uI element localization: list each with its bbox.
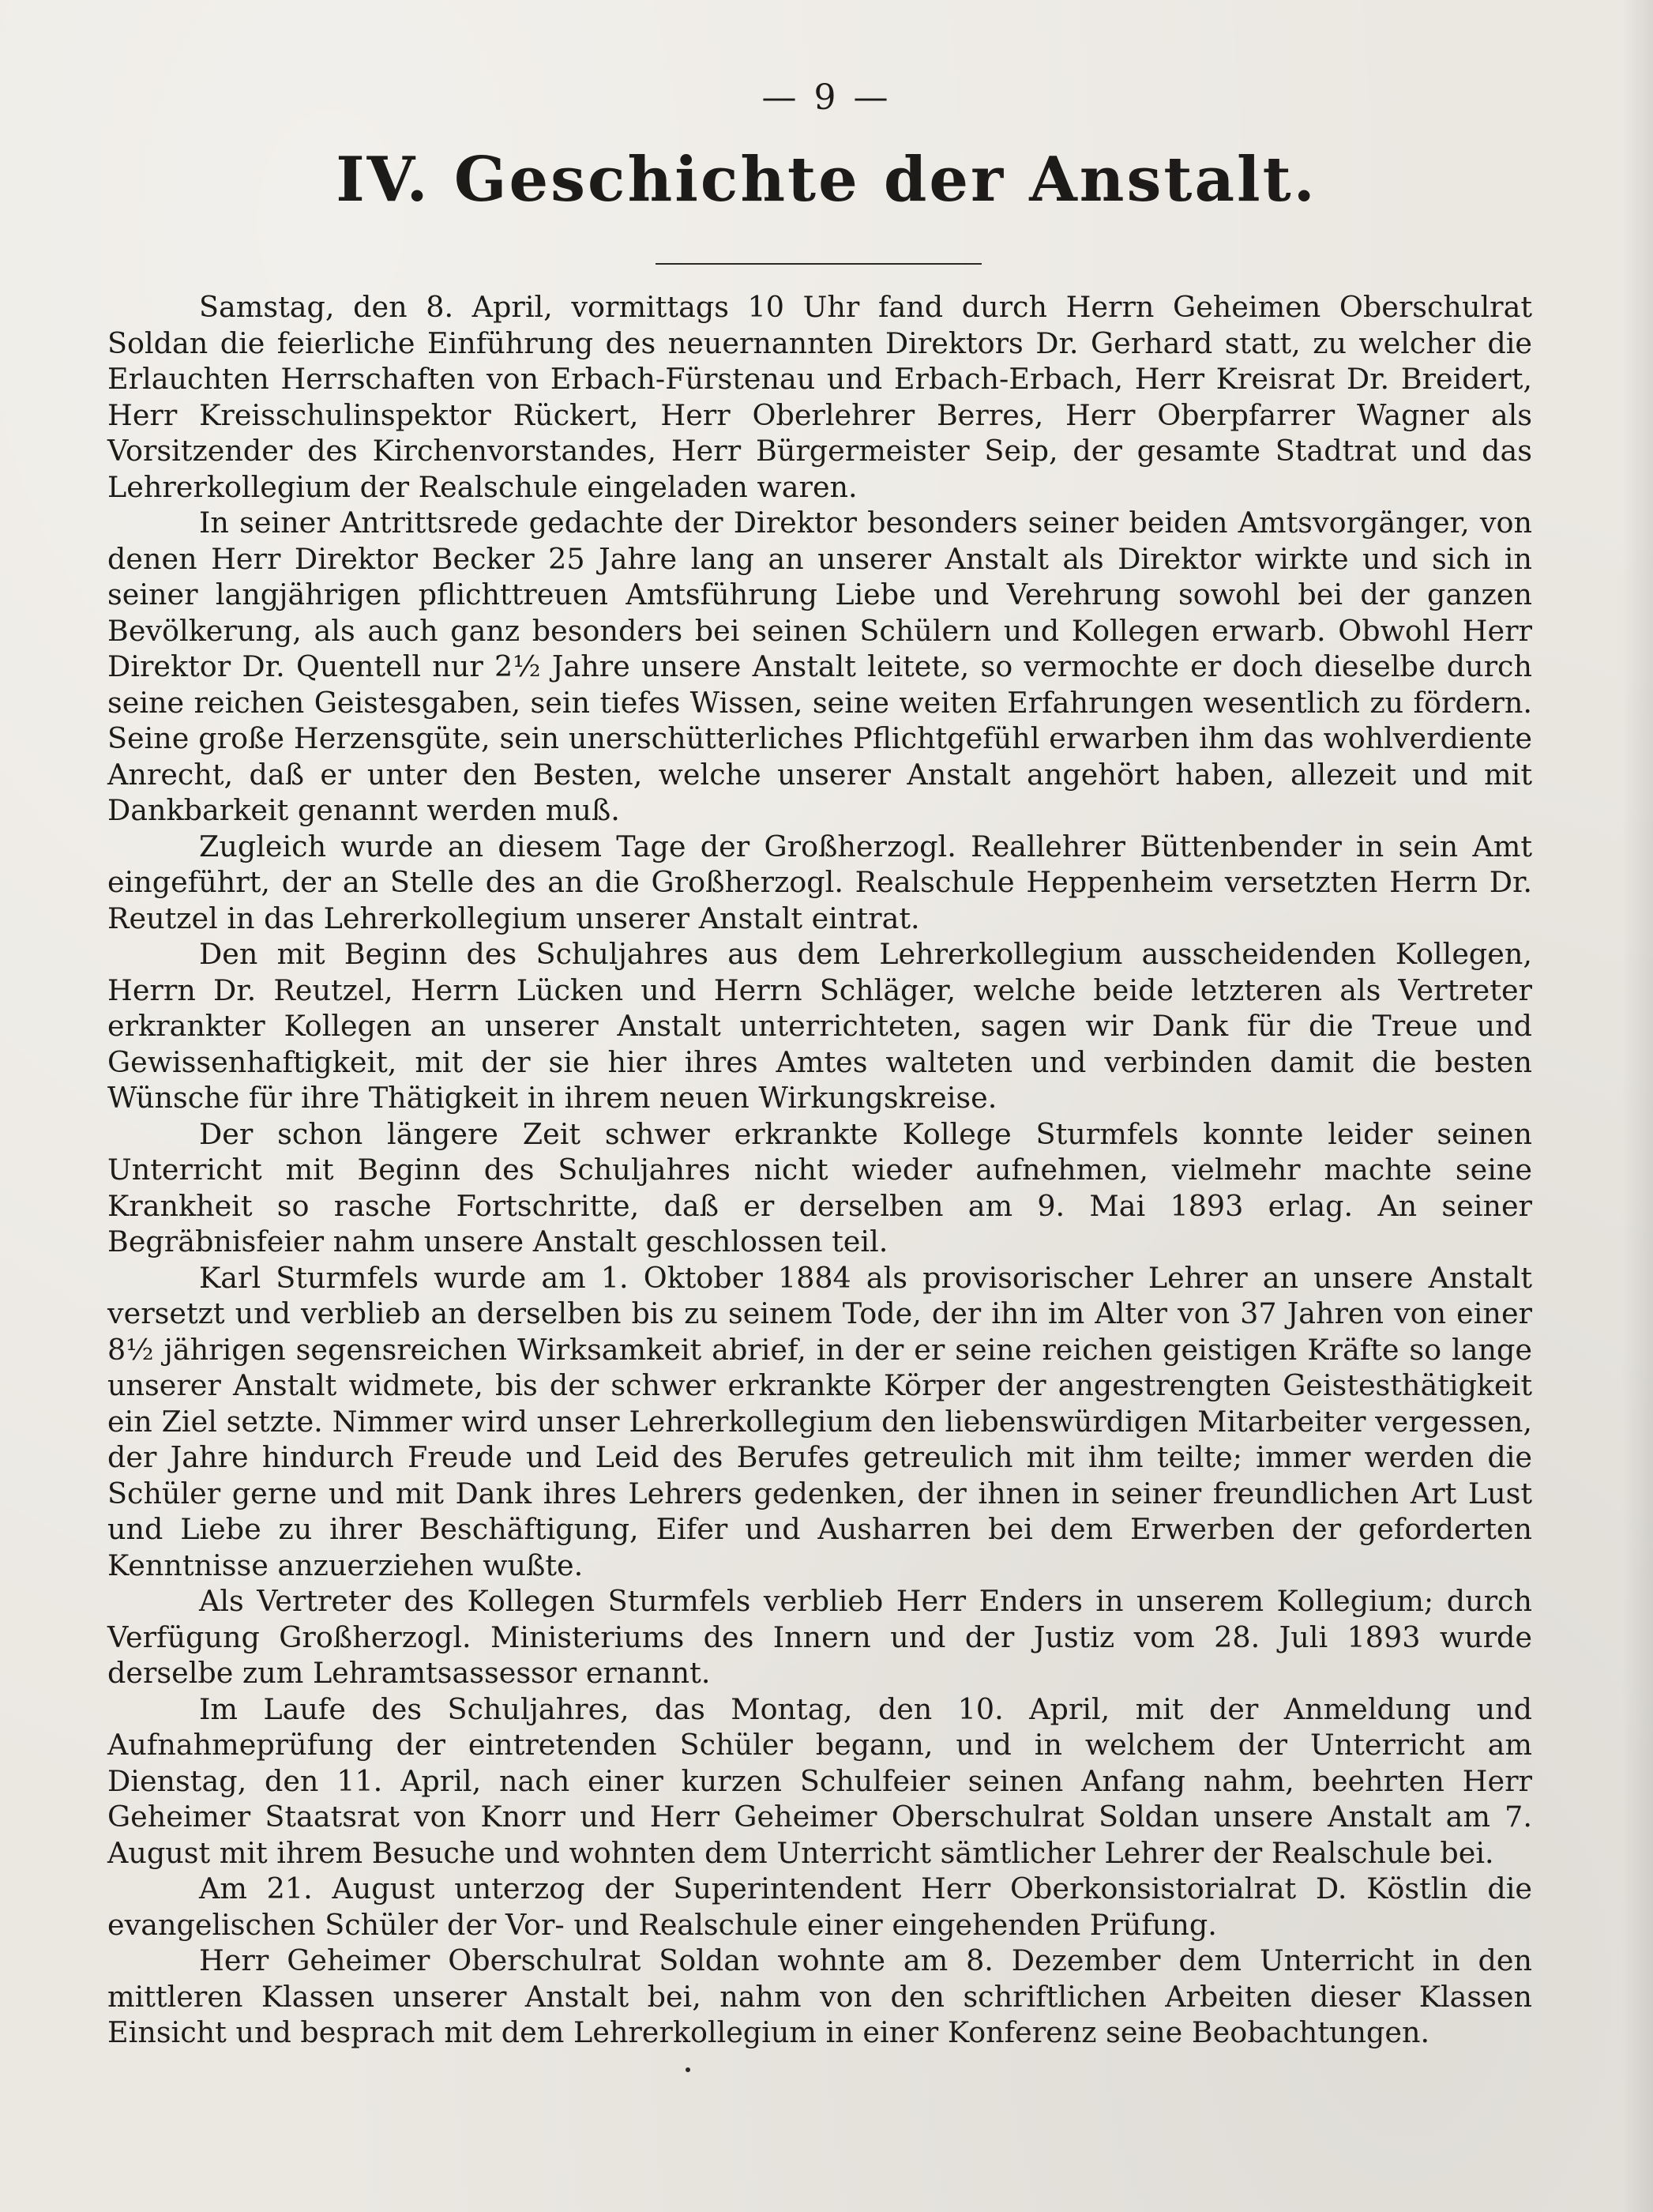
paragraph-inaugural-speech: In seiner Antrittsrede gedachte der Direktor besonders seiner beiden Amtsvorgänger, von denen Herr Direktor Becker 25 Jahre lang an unserer Anstalt als Direktor wirkte und sich in seiner langjährigen pflichttreuen Amtsführung Liebe und Verehrung sowohl bei der ganzen Bevölkerung, als auch ganz besonders bei seinen Schülern und Kollegen erwarb. Obwohl Herr Direktor Dr. Quentell nur 2½ Jahre unsere Anstalt leitete, so vermochte er doch dieselbe durch seine reichen Geistesgaben, sein tiefes Wissen, seine weiten Erfahrungen wesentlich zu fördern. Seine große Herzensgüte, sein unerschütterliches Pflichtgefühl erwarben ihm das wohlverdiente Anrecht, daß er unter den Besten, welche unserer Anstalt angehört haben, allezeit und mit Dankbarkeit genannt werden muß. — [107, 506, 1532, 827]
heading-divider — [656, 263, 982, 265]
page-edge-shadow — [1621, 0, 1653, 2212]
paragraph-school-year: Im Laufe des Schuljahres, das Montag, den 10. April, mit der Anmeldung und Aufnahmeprüfung der eintretenden Schüler begann, und in welchem der Unterricht am Dienstag, den 11. April, nach einer kurzen Schulfeier seinen Anfang nahm, beehrten Herr Geheimer Staatsrat von Knorr und Herr Geheimer Oberschulrat Soldan unsere Anstalt am 7. August mit ihrem Besuche und wohnten dem Unterricht sämtlicher Lehrer der Realschule bei. — [107, 1691, 1532, 1870]
paragraph-inauguration: Samstag, den 8. April, vormittags 10 Uhr fand durch Herrn Geheimen Oberschulrat Soldan die feierliche Einführung des neuernannten Direktors Dr. Gerhard statt, zu welcher die Erlauchten Herrschaften von Erbach-Fürstenau und Erbach-Erbach, Herr Kreisrat Dr. Breidert, Herr Kreisschulinspektor Rückert, Herr Oberlehrer Berres, Herr Oberpfarrer Wagner als Vorsitzender des Kirchenvorstandes, Herr Bürgermeister Seip, der gesamte Stadtrat und das Lehrerkollegium der Realschule eingeladen waren. — [107, 290, 1532, 504]
paragraph-examination: Am 21. August unterzog der Superintendent Herr Oberkonsistorialrat D. Köstlin die evangelischen Schüler der Vor- und Realschule einer eingehenden Prüfung. — [107, 1872, 1532, 1942]
ink-speck — [686, 2067, 690, 2072]
paragraph-obituary: Karl Sturmfels wurde am 1. Oktober 1884 als provisorischer Lehrer an unsere Anstalt versetzt und verblieb an derselben bis zu seinem Tode, der ihn im Alter von 37 Jahren von einer 8½ jährigen segensreichen Wirksamkeit abrief, in der er seine reichen geistigen Kräfte so lange unserer Anstalt widmete, bis der schwer erkrankte Körper der angestrengten Geistesthätigkeit ein Ziel setzte. Nimmer wird unser Lehrerkollegium den liebenswürdigen Mitarbeiter vergessen, der Jahre hindurch Freude und Leid des Berufes getreulich mit ihm teilte; immer werden die Schüler gerne und mit Dank ihres Lehrers gedenken, der ihnen in seiner freundlichen Art Lust und Liebe zu ihrer Beschäftigung, Eifer und Ausharren bei dem Erwerben der geforderten Kenntnisse anzuerziehen wußte. — [107, 1260, 1532, 1582]
paragraph-new-teacher: Zugleich wurde an diesem Tage der Großherzogl. Reallehrer Büttenbender in sein Amt eingeführt, der an Stelle des an die Großherzogl. Realschule Heppenheim versetzten Herrn Dr. Reutzel in das Lehrerkollegium unserer Anstalt eintrat. — [107, 829, 1532, 935]
page-number: — 9 — — [761, 77, 892, 118]
body-text — [107, 289, 1532, 2051]
paragraph-inspection: Herr Geheimer Oberschulrat Soldan wohnte am 8. Dezember dem Unterricht in den mittleren Klassen unserer Anstalt bei, nahm von den schriftlichen Arbeiten dieser Klassen Einsicht und besprach mit dem Lehrerkollegium in einer Konferenz seine Beobachtungen. — [107, 1943, 1532, 2049]
section-heading: IV. Geschichte der Anstalt. — [336, 144, 1317, 216]
paragraph-departing-colleagues: Den mit Beginn des Schuljahres aus dem Lehrerkollegium ausscheidenden Kollegen, Herrn Dr. Reutzel, Herrn Lücken und Herrn Schläger, welche beide letzteren als Vertreter erkrankter Kollegen an unserer Anstalt unterrichteten, sagen wir Dank für die Treue und Gewissenhaftigkeit, mit der sie hier ihres Amtes walteten und verbinden damit die besten Wünsche für ihre Thätigkeit in ihrem neuen Wirkungskreise. — [107, 937, 1532, 1115]
paragraph-substitute: Als Vertreter des Kollegen Sturmfels verblieb Herr Enders in unserem Kollegium; durch Verfügung Großherzogl. Ministeriums des Innern und der Justiz vom 28. Juli 1893 wurde derselbe zum Lehramtsassessor ernannt. — [107, 1584, 1532, 1690]
paragraph-illness: Der schon längere Zeit schwer erkrankte Kollege Sturmfels konnte leider seinen Unterricht mit Beginn des Schuljahres nicht wieder aufnehmen, vielmehr machte seine Krankheit so rasche Fortschritte, daß er derselben am 9. Mai 1893 erlag. An seiner Begräbnisfeier nahm unsere Anstalt geschlossen teil. — [107, 1116, 1532, 1258]
